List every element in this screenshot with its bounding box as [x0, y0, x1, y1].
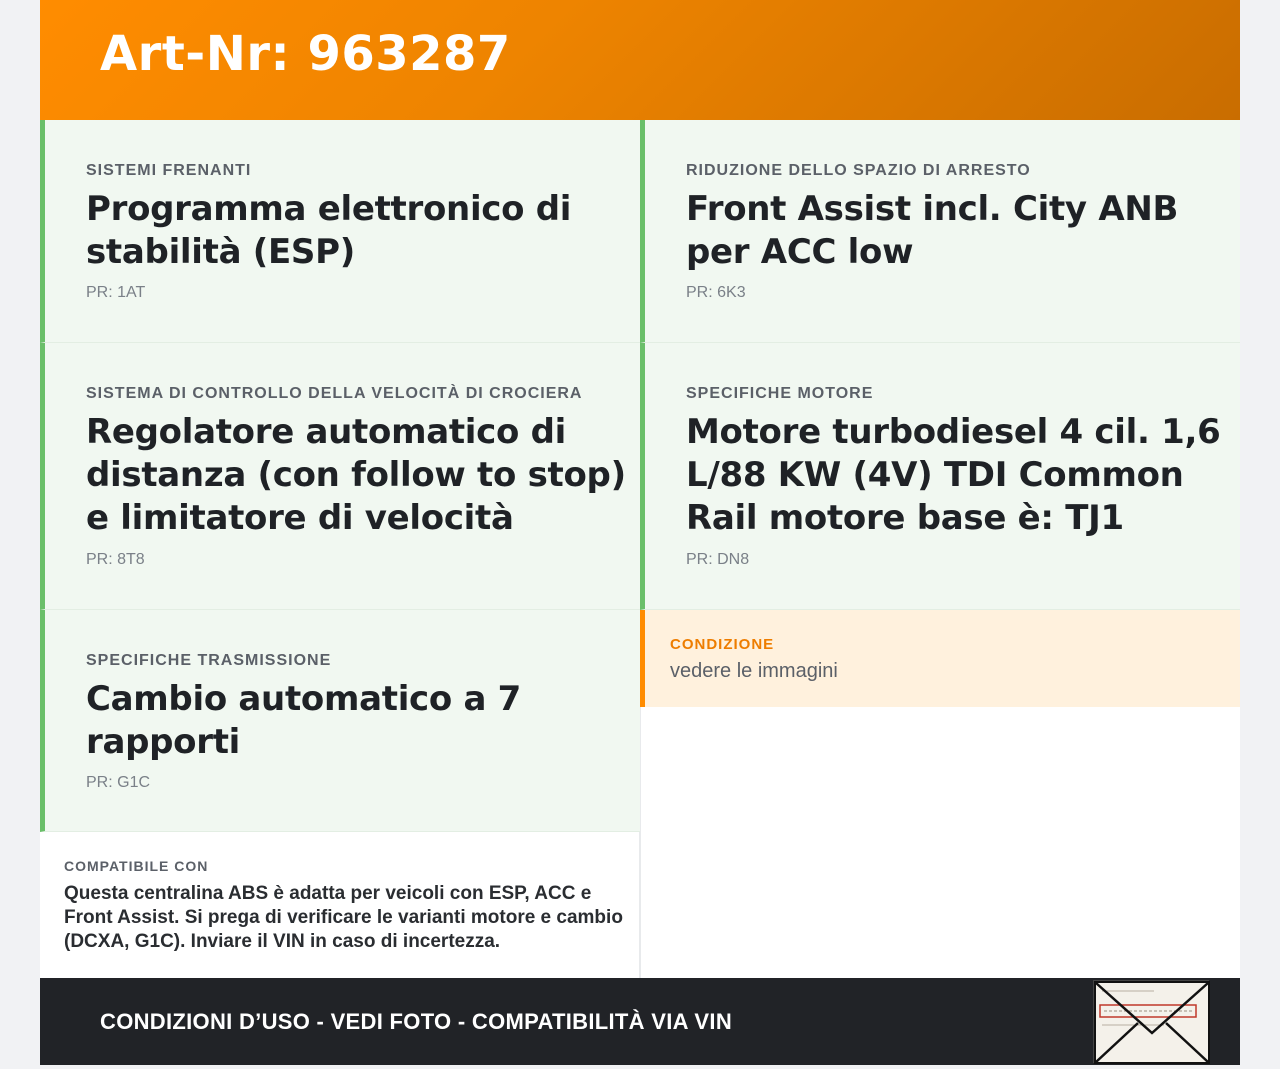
card-pr-code: PR: DN8 — [686, 551, 750, 568]
card-title: Front Assist incl. City ANB per ACC low — [686, 189, 1179, 272]
card-pr-code: PR: 6K3 — [686, 284, 746, 301]
feature-card-brakes — [40, 120, 640, 343]
card-label: SPECIFICHE TRASMISSIONE — [86, 652, 332, 669]
feature-card-cruise-control — [40, 343, 640, 610]
card-title: Cambio automatico a 7 rapporti — [86, 679, 522, 762]
card-label: SPECIFICHE MOTORE — [686, 385, 874, 402]
card-title: Motore turbodiesel 4 cil. 1,6 L/88 KW (4V) TDI Common Rail motore base è: TJ1 — [686, 412, 1221, 538]
condition-label: CONDIZIONE — [670, 636, 775, 653]
column-divider — [640, 707, 641, 978]
card-pr-code: PR: G1C — [86, 774, 151, 791]
condition-box — [640, 610, 1240, 707]
footer-links[interactable]: CONDIZIONI D’USO - VEDI FOTO - COMPATIBILITÀ VIA VIN — [100, 1009, 733, 1034]
footer-bar — [40, 978, 1240, 1065]
card-pr-code: PR: 1AT — [86, 284, 146, 301]
compatibility-label: COMPATIBILE CON — [64, 858, 209, 874]
card-title: Programma elettronico di stabilità (ESP) — [86, 189, 572, 272]
card-label: RIDUZIONE DELLO SPAZIO DI ARRESTO — [686, 162, 1031, 179]
compatibility-text: Questa centralina ABS è adatta per veicoli con ESP, ACC e Front Assist. Si prega di verificare le varianti motore e cambio (DCXA, G1C). Inviare il VIN in caso di incertezza. — [64, 883, 623, 952]
card-label: SISTEMI FRENANTI — [86, 162, 252, 179]
page — [40, 0, 1240, 1065]
envelope-icon — [1094, 981, 1210, 1064]
card-pr-code: PR: 8T8 — [86, 551, 145, 568]
condition-value: vedere le immagini — [670, 660, 838, 682]
feature-card-engine — [640, 343, 1240, 610]
feature-card-stopping-distance — [640, 120, 1240, 343]
article-number-title: Art-Nr: 963287 — [100, 26, 511, 82]
compatibility-section — [40, 832, 640, 978]
envelope-photo-icon[interactable] — [1093, 980, 1209, 1063]
card-label: SISTEMA DI CONTROLLO DELLA VELOCITÀ DI CROCIERA — [86, 385, 583, 402]
feature-card-transmission — [40, 610, 640, 832]
header-banner — [40, 0, 1240, 120]
card-title: Regolatore automatico di distanza (con follow to stop) e limitatore di velocità — [86, 412, 626, 538]
